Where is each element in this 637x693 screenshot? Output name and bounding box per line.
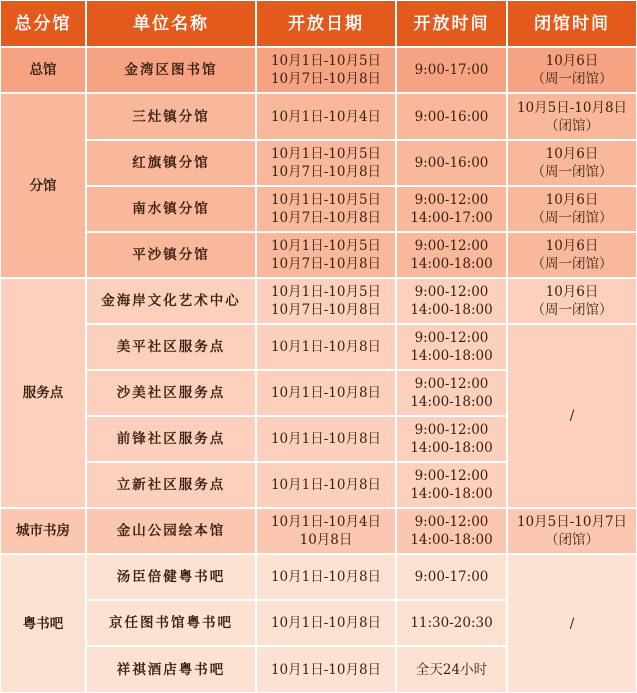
group-cell-city xyxy=(0,508,86,554)
open-time-line: 14:00-18:00 xyxy=(410,532,493,548)
open-times-cell xyxy=(396,186,507,232)
open-date-line: 10月1日-10月8日 xyxy=(270,385,382,401)
group-label: 分馆 xyxy=(29,177,57,194)
closed-merged-service xyxy=(507,324,637,508)
open-time-line: 9:00-12:00 xyxy=(414,422,489,438)
open-time-line: 9:00-12:00 xyxy=(414,284,489,300)
open-time-line: 14:00-18:00 xyxy=(410,256,493,272)
unit-name: 红旗镇分馆 xyxy=(132,155,210,171)
open-time-line: 14:00-18:00 xyxy=(410,302,493,318)
unit-name: 立新社区服务点 xyxy=(116,477,226,493)
open-times-cell xyxy=(396,646,507,693)
header-label: 总分馆 xyxy=(14,13,72,34)
unit-name-cell xyxy=(86,416,256,462)
open-dates-cell xyxy=(256,140,396,186)
closed-time-cell xyxy=(507,278,637,324)
unit-name-cell xyxy=(86,324,256,370)
header-cell-1 xyxy=(0,0,86,47)
open-times-cell xyxy=(396,416,507,462)
open-times-cell xyxy=(396,278,507,324)
open-dates-cell xyxy=(256,416,396,462)
open-dates-cell xyxy=(256,232,396,278)
open-date-line: 10月1日-10月5日 xyxy=(270,53,382,69)
closed-time-line: （闭馆） xyxy=(545,117,599,134)
closed-slash: / xyxy=(569,615,575,632)
open-dates-cell xyxy=(256,600,396,646)
closed-time-cell xyxy=(507,93,637,140)
closed-time-line: （周一闭馆） xyxy=(531,256,613,272)
open-time-line: 14:00-17:00 xyxy=(410,210,493,226)
open-date-line: 10月1日-10月5日 xyxy=(270,192,382,208)
open-date-line: 10月1日-10月5日 xyxy=(270,238,382,254)
closed-time-line: 10月6日 xyxy=(545,238,599,254)
open-times-cell xyxy=(396,600,507,646)
group-cell-main xyxy=(0,47,86,93)
open-time-line: 9:00-17:00 xyxy=(414,569,489,585)
unit-name-cell xyxy=(86,140,256,186)
closed-slash: / xyxy=(569,408,575,424)
open-times-cell xyxy=(396,554,507,600)
open-date-line: 10月7日-10月8日 xyxy=(270,256,382,272)
open-date-line: 10月7日-10月8日 xyxy=(270,302,382,318)
group-label: 服务点 xyxy=(22,385,64,401)
header-label: 开放时间 xyxy=(413,13,490,34)
unit-name: 南水镇分馆 xyxy=(132,201,210,217)
closed-time-line: 10月5日-10月7日 xyxy=(516,514,628,530)
open-dates-cell xyxy=(256,462,396,508)
closed-time-line: 10月6日 xyxy=(545,146,599,162)
open-times-cell xyxy=(396,324,507,370)
open-time-line: 14:00-18:00 xyxy=(410,394,493,410)
open-date-line: 10月1日-10月4日 xyxy=(270,108,382,125)
closed-merged-yue xyxy=(507,554,637,693)
unit-name-cell xyxy=(86,47,256,93)
closed-time-line: 10月6日 xyxy=(545,53,599,69)
group-cell-branch xyxy=(0,93,86,278)
closed-time-line: 10月5日-10月8日 xyxy=(516,99,628,116)
closed-time-line: （闭馆） xyxy=(545,532,599,548)
open-dates-cell xyxy=(256,370,396,416)
unit-name-cell xyxy=(86,278,256,324)
open-time-line: 14:00-18:00 xyxy=(410,486,493,502)
unit-name-cell xyxy=(86,554,256,600)
open-time-line: 全天24小时 xyxy=(415,661,488,678)
closed-time-cell xyxy=(507,232,637,278)
open-time-line: 9:00-16:00 xyxy=(414,155,489,171)
open-times-cell xyxy=(396,462,507,508)
closed-time-line: 10月6日 xyxy=(545,284,599,300)
header-cell-3 xyxy=(256,0,396,47)
closed-time-cell xyxy=(507,47,637,93)
closed-time-cell xyxy=(507,186,637,232)
open-dates-cell xyxy=(256,278,396,324)
header-label: 开放日期 xyxy=(288,13,364,34)
group-label: 总馆 xyxy=(29,62,57,78)
group-label: 粤书吧 xyxy=(22,615,64,632)
unit-name-cell xyxy=(86,462,256,508)
unit-name: 京任图书馆粤书吧 xyxy=(109,615,233,631)
unit-name: 三灶镇分馆 xyxy=(132,108,210,125)
open-times-cell xyxy=(396,93,507,140)
header-cell-2 xyxy=(86,0,256,47)
open-date-line: 10月7日-10月8日 xyxy=(270,164,382,180)
open-date-line: 10月1日-10月5日 xyxy=(270,146,382,162)
unit-name-cell xyxy=(86,508,256,554)
unit-name: 金湾区图书馆 xyxy=(124,62,218,78)
open-date-line: 10月1日-10月8日 xyxy=(270,477,382,493)
unit-name: 汤臣倍健粤书吧 xyxy=(116,569,226,585)
group-cell-yue xyxy=(0,554,86,693)
open-time-line: 9:00-12:00 xyxy=(414,192,489,208)
open-date-line: 10月1日-10月8日 xyxy=(270,615,382,631)
unit-name-cell xyxy=(86,600,256,646)
closed-time-cell xyxy=(507,508,637,554)
unit-name: 金海岸文化艺术中心 xyxy=(101,293,241,309)
group-label: 城市书房 xyxy=(16,523,70,539)
open-date-line: 10月1日-10月5日 xyxy=(270,284,382,300)
open-time-line: 9:00-16:00 xyxy=(414,108,489,125)
group-cell-service xyxy=(0,278,86,508)
open-times-cell xyxy=(396,508,507,554)
unit-name: 美平社区服务点 xyxy=(116,339,226,355)
open-dates-cell xyxy=(256,186,396,232)
closed-time-line: （周一闭馆） xyxy=(531,71,613,87)
open-time-line: 9:00-12:00 xyxy=(414,330,489,346)
open-time-line: 11:30-20:30 xyxy=(410,615,493,631)
open-times-cell xyxy=(396,232,507,278)
unit-name-cell xyxy=(86,186,256,232)
open-time-line: 14:00-18:00 xyxy=(410,440,493,456)
open-time-line: 9:00-12:00 xyxy=(414,238,489,254)
open-date-line: 10月7日-10月8日 xyxy=(270,210,382,226)
open-date-line: 10月1日-10月8日 xyxy=(270,339,382,355)
unit-name: 祥祺酒店粤书吧 xyxy=(116,661,226,678)
closed-time-cell xyxy=(507,140,637,186)
open-time-line: 9:00-12:00 xyxy=(414,468,489,484)
open-dates-cell xyxy=(256,47,396,93)
open-date-line: 10月1日-10月8日 xyxy=(270,431,382,447)
header-label: 闭馆时间 xyxy=(534,13,610,34)
open-dates-cell xyxy=(256,508,396,554)
closed-time-line: （周一闭馆） xyxy=(531,210,613,226)
open-date-line: 10月1日-10月8日 xyxy=(270,569,382,585)
open-date-line: 10月1日-10月4日 xyxy=(270,514,382,530)
open-date-line: 10月7日-10月8日 xyxy=(270,71,382,87)
open-time-line: 14:00-18:00 xyxy=(410,348,493,364)
open-date-line: 10月8日 xyxy=(299,532,353,548)
unit-name-cell xyxy=(86,646,256,693)
closed-time-line: （周一闭馆） xyxy=(531,302,613,318)
open-times-cell xyxy=(396,140,507,186)
open-date-line: 10月1日-10月8日 xyxy=(270,661,382,678)
open-times-cell xyxy=(396,47,507,93)
unit-name-cell xyxy=(86,370,256,416)
open-dates-cell xyxy=(256,324,396,370)
header-label: 单位名称 xyxy=(133,13,209,34)
header-cell-5 xyxy=(507,0,637,47)
unit-name-cell xyxy=(86,232,256,278)
header-cell-4 xyxy=(396,0,507,47)
open-dates-cell xyxy=(256,646,396,693)
closed-time-line: （周一闭馆） xyxy=(531,164,613,180)
unit-name: 平沙镇分馆 xyxy=(132,247,210,263)
open-dates-cell xyxy=(256,93,396,140)
unit-name: 沙美社区服务点 xyxy=(116,385,226,401)
open-time-line: 9:00-12:00 xyxy=(414,514,489,530)
closed-time-line: 10月6日 xyxy=(545,192,599,208)
unit-name: 金山公园绘本馆 xyxy=(116,523,226,539)
unit-name: 前锋社区服务点 xyxy=(116,431,226,447)
open-time-line: 9:00-12:00 xyxy=(414,376,489,392)
unit-name-cell xyxy=(86,93,256,140)
open-dates-cell xyxy=(256,554,396,600)
open-time-line: 9:00-17:00 xyxy=(414,62,489,78)
open-times-cell xyxy=(396,370,507,416)
